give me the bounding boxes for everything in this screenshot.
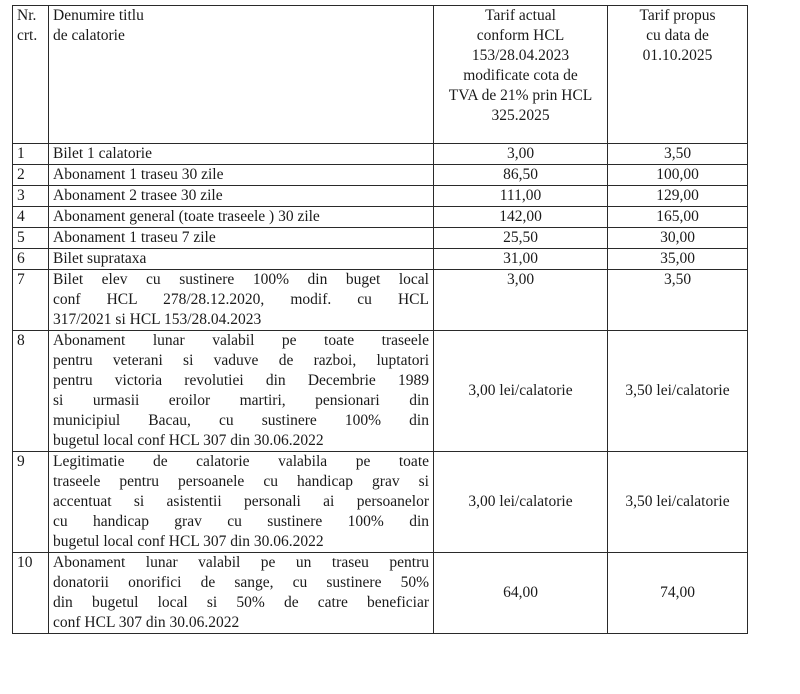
row-tarif-actual: 3,00 [434, 144, 608, 165]
header-nr-line: Nr. [17, 7, 37, 24]
table-row [13, 207, 748, 228]
table-row [13, 186, 748, 207]
row-title-line: cu handicap grav cu sustinere 100% din [53, 513, 429, 530]
row-number: 7 [13, 270, 49, 331]
header-nr-line: crt. [17, 27, 38, 44]
tariff-table [12, 5, 748, 634]
row-title-denumire [49, 553, 434, 634]
header-tarif-actual [434, 6, 608, 144]
row-tarif-propus: 129,00 [608, 186, 748, 207]
row-title-line: pentru victoria revolutiei din Decembrie 1989 [53, 372, 429, 389]
row-title-line: din bugetul local si 50% de catre beneficiar [53, 594, 429, 611]
header-current-line: modificate cota de [463, 67, 578, 84]
row-number: 1 [13, 144, 49, 165]
row-title-line: traseele pentru persoanele cu handicap grav si [53, 473, 429, 490]
table-row [13, 165, 748, 186]
row-title-denumire [49, 186, 434, 207]
row-tarif-actual: 64,00 [434, 553, 608, 634]
row-title-line: Abonament lunar valabil pe toate traseele [53, 332, 429, 349]
table-row [13, 144, 748, 165]
row-tarif-actual: 3,00 lei/calatorie [434, 331, 608, 452]
header-nr-crt [13, 6, 49, 144]
row-number: 2 [13, 165, 49, 186]
row-number: 10 [13, 553, 49, 634]
row-tarif-actual: 142,00 [434, 207, 608, 228]
header-tarif-propus [608, 6, 748, 144]
row-title-denumire [49, 331, 434, 452]
row-number: 6 [13, 249, 49, 270]
table-body [13, 144, 748, 634]
row-tarif-propus: 3,50 lei/calatorie [608, 331, 748, 452]
row-title-denumire [49, 144, 434, 165]
row-number: 5 [13, 228, 49, 249]
row-title-denumire [49, 249, 434, 270]
row-number: 8 [13, 331, 49, 452]
row-title-line: Bilet suprataxa [53, 250, 147, 267]
row-tarif-actual: 3,00 [434, 270, 608, 331]
row-title-line: Bilet elev cu sustinere 100% din buget local [53, 271, 429, 288]
table-row [13, 331, 748, 452]
row-tarif-propus: 74,00 [608, 553, 748, 634]
row-tarif-propus: 100,00 [608, 165, 748, 186]
row-number: 9 [13, 452, 49, 553]
row-title-line: Abonament lunar valabil pe un traseu pentru [53, 554, 429, 571]
header-current-line: Tarif actual [485, 7, 556, 24]
row-number: 4 [13, 207, 49, 228]
row-number: 3 [13, 186, 49, 207]
row-tarif-actual: 25,50 [434, 228, 608, 249]
header-proposed-line: 01.10.2025 [642, 47, 713, 64]
row-tarif-propus: 3,50 [608, 270, 748, 331]
row-title-line: Legitimatie de calatorie valabila pe toate [53, 453, 429, 470]
header-denumire [49, 6, 434, 144]
row-title-line: conf HCL 278/28.12.2020, modif. cu HCL [53, 291, 429, 308]
row-title-denumire [49, 270, 434, 331]
row-title-line: donatorii onorifici de sange, cu sustinere 50% [53, 574, 429, 591]
row-title-line: Bilet 1 calatorie [53, 145, 152, 162]
row-title-line: si urmasii eroilor martiri, pensionari din [53, 392, 429, 409]
header-name-line: de calatorie [53, 27, 125, 44]
table-row [13, 452, 748, 553]
row-tarif-propus: 3,50 [608, 144, 748, 165]
header-name-line: Denumire titlu [53, 7, 144, 24]
row-title-line: pentru veterani si vaduve de razboi, luptatori [53, 352, 429, 369]
table-row [13, 553, 748, 634]
row-tarif-propus: 3,50 lei/calatorie [608, 452, 748, 553]
row-tarif-propus: 165,00 [608, 207, 748, 228]
table-header-row [13, 6, 748, 144]
header-current-line: TVA de 21% prin HCL [448, 87, 593, 104]
row-title-line: Abonament general (toate traseele ) 30 zile [53, 208, 320, 225]
row-title-denumire [49, 228, 434, 249]
table-row [13, 270, 748, 331]
table-row [13, 249, 748, 270]
row-title-denumire [49, 452, 434, 553]
row-title-line: accentuat si asistentii personali ai persoanelor [53, 493, 429, 510]
header-current-line: conform HCL [476, 27, 565, 44]
header-current-line: 325.2025 [491, 107, 550, 124]
row-tarif-propus: 35,00 [608, 249, 748, 270]
row-tarif-actual: 3,00 lei/calatorie [434, 452, 608, 553]
row-title-line: 317/2021 si HCL 153/28.04.2023 [53, 311, 262, 328]
row-title-denumire [49, 165, 434, 186]
row-title-line: municipiul Bacau, cu sustinere 100% din [53, 412, 429, 429]
row-title-line: Abonament 1 traseu 7 zile [53, 229, 216, 246]
row-tarif-actual: 31,00 [434, 249, 608, 270]
table-row [13, 228, 748, 249]
row-title-line: Abonament 2 trasee 30 zile [53, 187, 223, 204]
row-title-line: bugetul local conf HCL 307 din 30.06.2022 [53, 533, 324, 550]
row-title-line: Abonament 1 traseu 30 zile [53, 166, 224, 183]
row-title-line: bugetul local conf HCL 307 din 30.06.2022 [53, 432, 324, 449]
row-tarif-propus: 30,00 [608, 228, 748, 249]
row-tarif-actual: 86,50 [434, 165, 608, 186]
row-title-denumire [49, 207, 434, 228]
row-tarif-actual: 111,00 [434, 186, 608, 207]
row-title-line: conf HCL 307 din 30.06.2022 [53, 614, 240, 631]
header-current-line: 153/28.04.2023 [471, 47, 570, 64]
header-proposed-line: cu data de [646, 27, 709, 44]
header-proposed-line: Tarif propus [639, 7, 716, 24]
